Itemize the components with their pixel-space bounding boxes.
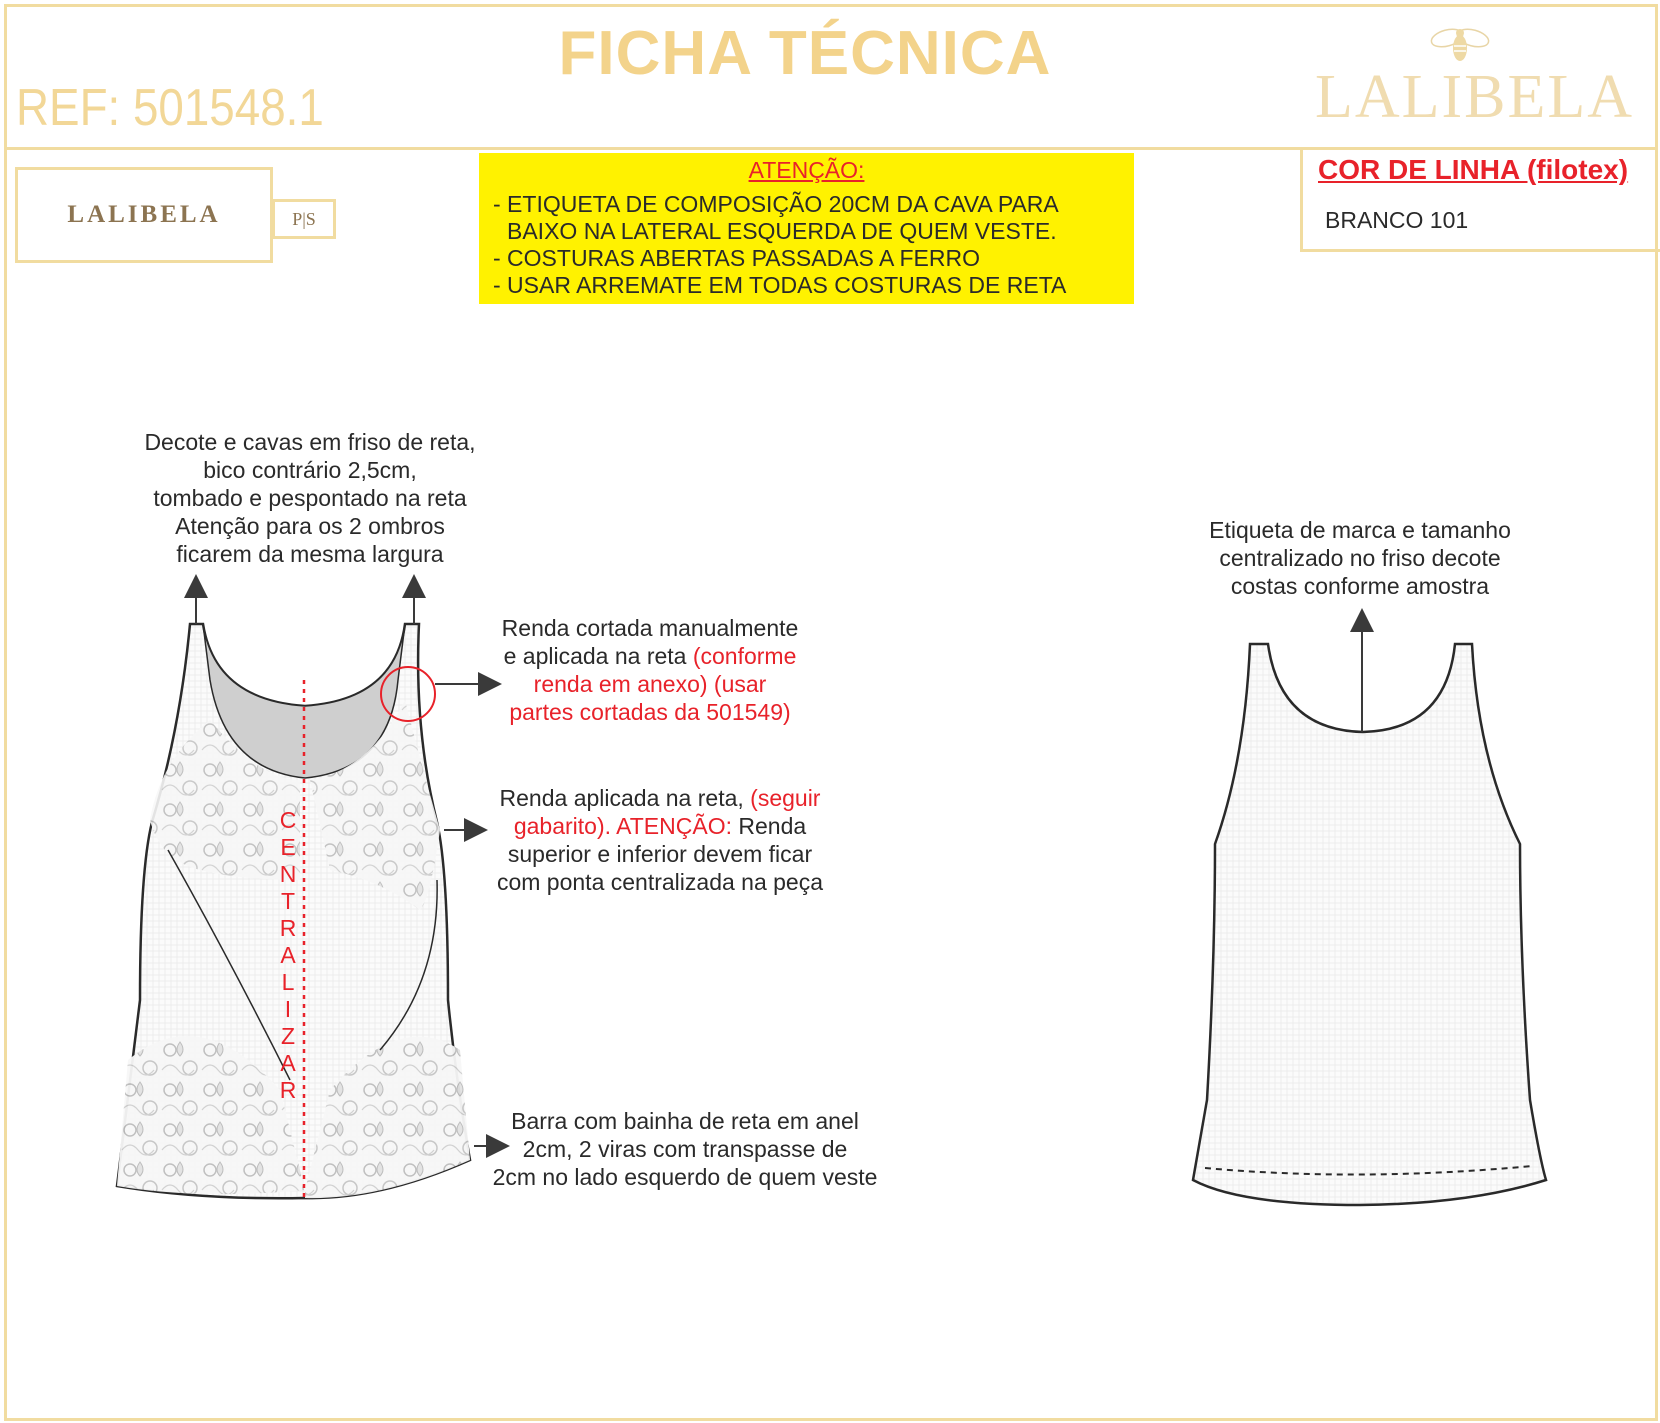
center-letter: R bbox=[279, 1077, 297, 1103]
label-brand-text: LALIBELA bbox=[67, 201, 221, 228]
brand-name: LALIBELA bbox=[1315, 63, 1635, 131]
center-letter: A bbox=[280, 942, 296, 968]
thread-color-value: BRANCO 101 bbox=[1325, 207, 1469, 233]
attention-line: - COSTURAS ABERTAS PASSADAS A FERRO bbox=[493, 245, 980, 271]
neckline-note: Decote e cavas em friso de reta, bico contrário 2,5cm, tombado e pespontado na reta Atenção para os 2 ombros ficarem da mesma largura bbox=[144, 429, 476, 567]
center-letter: R bbox=[279, 915, 297, 941]
attention-title: ATENÇÃO: bbox=[748, 157, 865, 183]
back-garment bbox=[1193, 612, 1546, 1205]
page-title: FICHA TÉCNICA bbox=[558, 19, 1052, 88]
hem-note: Barra com bainha de reta em anel 2cm, 2 viras com transpasse de 2cm no lado esquerdo de quem veste bbox=[492, 1108, 878, 1190]
centralize-label bbox=[280, 807, 297, 1103]
lace-cut-note: Renda cortada manualmente e aplicada na reta (conforme renda em anexo) (usar partes cortadas da 501549) bbox=[501, 615, 799, 725]
center-letter: N bbox=[279, 861, 297, 887]
reference-code: REF: 501548.1 bbox=[16, 79, 324, 137]
attention-line: - USAR ARREMATE EM TODAS COSTURAS DE RETA bbox=[493, 272, 1067, 298]
center-letter: I bbox=[284, 996, 292, 1022]
back-label-note: Etiqueta de marca e tamanho centralizado no friso decote costas conforme amostra bbox=[1209, 517, 1511, 599]
center-letter: Z bbox=[280, 1023, 296, 1049]
center-letter: C bbox=[279, 807, 297, 833]
lace-applied-note: Renda aplicada na reta, (seguir gabarito). ATENÇÃO: Renda superior e inferior devem ficar com ponta centralizada na peça bbox=[496, 785, 824, 895]
center-letter: A bbox=[280, 1050, 296, 1076]
label-size-text: P|S bbox=[292, 208, 316, 229]
center-letter: E bbox=[280, 834, 296, 860]
center-letter: L bbox=[281, 969, 295, 995]
center-letter: T bbox=[280, 888, 296, 914]
attention-line: - ETIQUETA DE COMPOSIÇÃO 20CM DA CAVA PARA bbox=[493, 191, 1059, 217]
thread-color-title: COR DE LINHA (filotex) bbox=[1318, 154, 1629, 185]
attention-line: BAIXO NA LATERAL ESQUERDA DE QUEM VESTE. bbox=[507, 218, 1057, 244]
